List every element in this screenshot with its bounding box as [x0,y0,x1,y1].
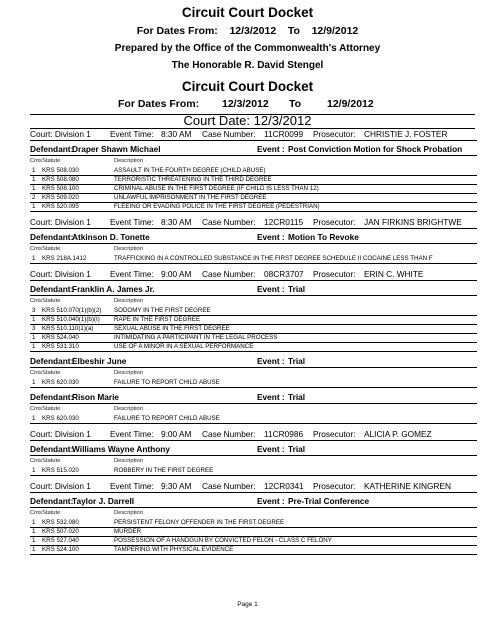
prosecutor-name: ERIN C. WHITE [364,269,424,279]
description-header: Description [114,370,143,376]
charge-count: 1 [32,185,36,192]
charge-statute: KRS 510.040(1)(b)(I) [42,316,100,323]
charge-count: 1 [32,546,36,553]
prosecutor-name: KATHERINE KINGREN [364,481,451,491]
charge-description: FAILURE TO REPORT CHILD ABUSE [114,379,220,386]
defendant-row [30,143,477,156]
event-type: Motion To Revoke [288,232,359,242]
statute-header: Statute [42,298,61,304]
case-number: 11CR0099 [264,129,304,139]
charge-description: TRAFFICKING IN A CONTROLLED SUBSTANCE IN THE FIRST DEGREE SCHEDULE II COCAINE LESS THAN F [114,255,433,262]
statute-header: Statute [42,370,61,376]
case-number-label: Case Number: [202,429,256,439]
charge-description: ROBBERY IN THE FIRST DEGREE [114,467,214,474]
charges-header [30,406,477,414]
defendant-row [30,443,477,456]
event-label: Event : [257,496,285,506]
charge-description: TERRORISTIC THREATENING IN THE THIRD DEGREE [114,176,272,183]
case-number-label: Case Number: [202,269,256,279]
event-time-label: Event Time: [110,217,154,227]
charges-header [30,158,477,166]
charge-count: 2 [32,194,36,201]
event-time: 9:00 AM [161,429,192,439]
defendant-row [30,231,477,244]
charge-count: 1 [32,255,36,262]
charge-count: 1 [32,528,36,535]
charge-row [30,202,477,212]
event-type: Trial [288,356,306,366]
defendant-label: Defendant: [30,392,74,402]
case-number-label: Case Number: [202,481,256,491]
page-number: Page 1 [237,601,258,608]
event-time-label: Event Time: [110,429,154,439]
prosecutor-name: ALICIA P. GOMEZ [364,429,432,439]
event-label: Event : [257,392,285,402]
charge-count: 1 [32,379,36,386]
prosecutor-label: Prosecutor: [313,481,356,491]
charge-statute: KRS 527.040 [42,537,79,544]
charge-statute: KRS 515.020 [42,467,79,474]
event-type: Trial [288,392,306,402]
description-header: Description [114,158,143,164]
event-time-label: Event Time: [110,129,154,139]
cnts-header: Cnts [30,458,42,464]
cnts-header: Cnts [30,510,42,516]
charge-statute: KRS 509.020 [42,194,79,201]
description-header: Description [114,406,143,412]
event-time: 8:30 AM [161,129,192,139]
defendant-label: Defendant: [30,444,74,454]
case-number-label: Case Number: [202,129,256,139]
date-from-value: 12/3/2012 [222,98,269,110]
defendant-row [30,495,477,508]
prepared-by-line: Prepared by the Office of the Commonwealth's Attorney [114,43,381,54]
case-number-label: Case Number: [202,217,256,227]
defendant-name: Draper Shawn Michael [72,144,161,154]
event-label: Event : [257,356,285,366]
charges-header [30,298,477,306]
charges-header [30,458,477,466]
defendant-label: Defendant: [30,284,74,294]
defendant-label: Defendant: [30,144,74,154]
charge-statute: KRS 508.100 [42,185,79,192]
charge-count: 1 [32,176,36,183]
cnts-header: Cnts [30,298,42,304]
charges-header [30,370,477,378]
charge-row [30,254,477,264]
charge-count: 3 [32,307,36,314]
date-range-line: For Dates From: 12/3/2012 To 12/9/2012 [136,25,359,37]
charges-header [30,510,477,518]
charge-description: PERSISTENT FELONY OFFENDER IN THE FIRST DEGREE [114,519,285,526]
charge-statute: KRS 507.020 [42,528,79,535]
event-type: Trial [288,284,306,294]
docket-title-secondary: Circuit Court Docket [181,79,314,94]
case-number: 11CR0986 [264,429,304,439]
charge-row [30,414,477,424]
defendant-label: Defendant: [30,356,74,366]
event-time: 9:30 AM [161,481,192,491]
charge-count: 1 [32,203,36,210]
charge-statute: KRS 531.310 [42,343,79,350]
charge-count: 3 [32,325,36,332]
cnts-header: Cnts [30,158,42,164]
charge-statute: KRS 510.070(1)(b)(2) [42,307,102,314]
charge-count: 1 [32,467,36,474]
charge-statute: KRS 532.080 [42,519,79,526]
charge-statute: KRS 508.030 [42,167,79,174]
event-type: Trial [288,444,306,454]
defendant-label: Defendant: [30,496,74,506]
charge-statute: KRS 508.080 [42,176,79,183]
charge-description: FLEEING OR EVADING POLICE IN THE FIRST DEGREE (PEDESTRIAN) [114,203,320,210]
charge-description: TAMPERING WITH PHYSICAL EVIDENCE [114,546,234,553]
defendant-row [30,391,477,404]
charge-row [30,466,477,476]
cnts-header: Cnts [30,406,42,412]
prosecutor-label: Prosecutor: [313,429,356,439]
court-session-row [30,216,477,229]
prosecutor-label: Prosecutor: [313,269,356,279]
statute-header: Statute [42,406,61,412]
charge-count: 1 [32,167,36,174]
description-header: Description [114,458,143,464]
court-session-row [30,268,477,281]
event-label: Event : [257,144,285,154]
prosecutor-name: CHRISTIE J. FOSTER [364,129,448,139]
charge-statute: KRS 218A.1412 [42,255,87,262]
charge-row [30,342,477,352]
charge-description: ASSAULT IN THE FOURTH DEGREE (CHILD ABUSE) [114,167,266,174]
cnts-header: Cnts [30,370,42,376]
charge-description: POSSESSION OF A HANDGUN BY CONVICTED FELON - CLASS C FELONY [114,537,332,544]
charge-statute: KRS 620.030 [42,415,79,422]
defendant-name: Elbeshir June [72,356,127,366]
cnts-header: Cnts [30,246,42,252]
description-header: Description [114,298,143,304]
charge-description: FAILURE TO REPORT CHILD ABUSE [114,415,220,422]
court-division: Court: Division 1 [30,481,91,491]
charge-description: USE OF A MINOR IN A SEXUAL PERFORMANCE [114,343,254,350]
case-number: 08CR3707 [264,269,304,279]
charges-header [30,246,477,254]
charge-description: SODOMY IN THE FIRST DEGREE [114,307,211,314]
charge-count: 1 [32,316,36,323]
court-division: Court: Division 1 [30,217,91,227]
charge-count: 1 [32,334,36,341]
court-division: Court: Division 1 [30,429,91,439]
charge-row [30,545,477,555]
charge-statute: KRS 620.030 [42,379,79,386]
event-label: Event : [257,284,285,294]
prosecutor-label: Prosecutor: [313,217,356,227]
defendant-name: Rison Marie [72,392,120,402]
charge-row [30,378,477,388]
defendant-name: Taylor J. Darrell [72,496,135,506]
charge-count: 1 [32,519,36,526]
charge-description: MURDER [114,528,142,535]
event-type: Post Conviction Motion for Shock Probation [288,144,463,154]
prosecutor-label: Prosecutor: [313,129,356,139]
prosecutor-name: JAN FIRKINS BRIGHTWE [364,217,462,227]
event-label: Event : [257,444,285,454]
court-session-row [30,480,477,493]
event-time-label: Event Time: [110,269,154,279]
event-label: Event : [257,232,285,242]
defendant-row [30,355,477,368]
charge-count: 1 [32,343,36,350]
event-time-label: Event Time: [110,481,154,491]
defendant-name: Williams Wayne Anthony [72,444,170,454]
statute-header: Statute [42,458,61,464]
court-session-row [30,128,477,141]
charge-description: INTIMIDATING A PARTICIPANT IN THE LEGAL PROCESS [114,334,278,341]
statute-header: Statute [42,158,61,164]
defendant-name: Atkinson D. Tonette [72,232,150,242]
statute-header: Statute [42,510,61,516]
charge-statute: KRS 524.040 [42,334,79,341]
event-time: 9:00 AM [161,269,192,279]
charge-count: 1 [32,537,36,544]
charge-description: UNLAWFUL IMPRISONMENT IN THE FIRST DEGREE [114,194,267,201]
date-to-value: 12/9/2012 [327,98,374,110]
charge-description: SEXUAL ABUSE IN THE FIRST DEGREE [114,325,230,332]
description-header: Description [114,510,143,516]
charge-statute: KRS 510.110(1)(a) [42,325,94,332]
case-number: 12CR0341 [264,481,304,491]
docket-title: Circuit Court Docket [181,5,314,20]
charge-description: CRIMINAL ABUSE IN THE FIRST DEGREE (IF CHILD IS LESS THAN 12) [114,185,319,192]
honorable-line: The Honorable R. David Stengel [171,60,324,71]
dates-from-label: For Dates From: [118,98,200,110]
case-number: 12CR0115 [264,217,304,227]
docket-entries [30,128,477,588]
description-header: Description [114,246,143,252]
date-range-secondary [0,98,495,112]
defendant-row [30,283,477,296]
court-division: Court: Division 1 [30,269,91,279]
event-time: 8:30 AM [161,217,192,227]
charge-statute: KRS 524.100 [42,546,79,553]
defendant-name: Franklin A. James Jr. [72,284,155,294]
defendant-label: Defendant: [30,232,74,242]
court-date: Court Date: 12/3/2012 [183,113,312,128]
charge-description: RAPE IN THE FIRST DEGREE [114,316,201,323]
charge-count: 1 [32,415,36,422]
statute-header: Statute [42,246,61,252]
court-division: Court: Division 1 [30,129,91,139]
court-session-row [30,428,477,441]
charge-statute: KRS 520.095 [42,203,79,210]
to-label: To [289,98,302,110]
event-type: Pre-Trial Conference [288,496,370,506]
